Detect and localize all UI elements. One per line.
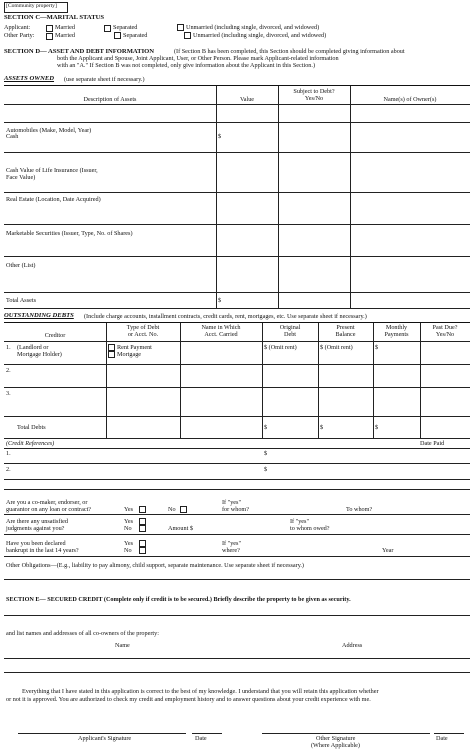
q2-line2: judgments against you? xyxy=(6,525,65,532)
assets-col-divider xyxy=(350,86,351,309)
assets-row-rule xyxy=(4,152,470,153)
q3-rule xyxy=(4,556,470,557)
q3-line1: Have you been declared xyxy=(6,540,66,547)
assets-col-value: Value xyxy=(239,96,255,103)
other-signature-label: Other Signature xyxy=(316,735,356,742)
applicant-date-line[interactable] xyxy=(192,733,222,734)
section-e-rule xyxy=(4,658,470,659)
q1-line2: guarantor on any loan or contract? xyxy=(6,506,92,513)
assets-row-rule xyxy=(4,122,470,123)
q3-year: Year xyxy=(382,547,394,554)
other-signature-line[interactable] xyxy=(262,733,430,734)
credit-ref-2-dollar: $ xyxy=(264,466,268,473)
assets-col-subject-yesno: Yes/No xyxy=(304,95,324,102)
q2-no-checkbox[interactable] xyxy=(139,525,146,532)
assets-bottom-rule xyxy=(4,308,470,309)
assets-top-rule xyxy=(4,85,470,86)
assets-cash-dollar: $ xyxy=(218,133,222,140)
debts-row1-landlord: (Landlord or xyxy=(17,344,49,351)
section-e-list-owners: and list names and addresses of all co-owners of the property: xyxy=(6,630,159,637)
debts-row1-present-omit: $ (Omit rent) xyxy=(320,344,353,351)
credit-ref-2: 2. xyxy=(6,466,11,473)
debts-row-rule xyxy=(4,416,470,417)
section-d-line1: (If Section B has been completed, this Section should be completed giving information about xyxy=(174,48,405,55)
assets-total-dollar: $ xyxy=(218,297,222,304)
applicant-unmarried-checkbox[interactable] xyxy=(177,24,184,31)
q1-yes-checkbox[interactable] xyxy=(139,506,146,513)
applicant-unmarried-label: Unmarried (including single, divorced, and widowed) xyxy=(186,24,320,31)
q1-to-whom: To whom? xyxy=(346,506,373,513)
debts-col-pastdue-2: Yes/No xyxy=(435,331,455,338)
debts-bottom-rule xyxy=(4,438,470,439)
debts-row-rule xyxy=(4,364,470,365)
section-d-line3: with an "A." If Section B was not completed, only give information about the Applicant in this Section.) xyxy=(57,62,316,69)
q1-line1: Are you a co-maker, endorser, or xyxy=(6,499,88,506)
other-separated-checkbox[interactable] xyxy=(114,32,121,39)
other-separated-label: Separated xyxy=(123,32,148,39)
assets-real-estate: Real Estate (Location, Date Acquired) xyxy=(6,196,101,203)
assets-row-rule xyxy=(4,192,470,193)
section-e-rule xyxy=(4,615,470,616)
debts-heading: OUTSTANDING DEBTS xyxy=(4,312,74,319)
assets-row-rule xyxy=(4,256,470,257)
section-e-address-label: Address xyxy=(342,642,363,649)
applicant-signature-line[interactable] xyxy=(18,733,186,734)
other-unmarried-label: Unmarried (including single, divorced, and widowed) xyxy=(193,32,327,39)
section-c-title: SECTION C—MARITAL STATUS xyxy=(4,14,105,21)
other-obligations-rule xyxy=(4,579,470,580)
debts-col-present: Present xyxy=(336,324,355,331)
debts-col-name-2: Acct. Carried xyxy=(204,331,238,338)
other-married-checkbox[interactable] xyxy=(46,33,53,40)
debts-col-monthly: Monthly xyxy=(385,324,408,331)
other-married-label: Married xyxy=(55,32,75,39)
section-d-line2: both the Applicant and Spouse, Joint Applicant, User, or Other Person. Please mark Applicant-related information xyxy=(57,55,339,62)
section-e-name-label: Name xyxy=(115,642,130,649)
q3-yes-label: Yes xyxy=(124,540,134,547)
credit-refs-rule xyxy=(4,448,470,449)
assets-life-insurance: Cash Value of Life Insurance (Issuer, xyxy=(6,167,98,174)
q2-amount: Amount $ xyxy=(168,525,193,532)
date-paid-label: Date Paid xyxy=(420,440,445,447)
q3-if-yes: If "yes" xyxy=(222,540,241,547)
debts-row1-monthly-dollar: $ xyxy=(375,344,379,351)
section-e-title: SECTION E— SECURED CREDIT (Complete only if credit is to be secured.) Briefly describe the property to be given as security. xyxy=(6,596,351,603)
other-obligations: Other Obligations—(E.g., liability to pay alimony, child support, separate maintenance. Use separate sheet if necessary.) xyxy=(6,562,304,569)
q1-yes-label: Yes xyxy=(124,506,134,513)
debts-col-original: Original xyxy=(279,324,301,331)
assets-col-desc: Description of Assets xyxy=(83,96,137,103)
debts-col-pastdue: Past Due? xyxy=(432,324,458,331)
debts-col-creditor: Creditor xyxy=(44,332,66,339)
assets-heading-note: (use separate sheet if necessary.) xyxy=(64,76,145,83)
debts-col-monthly-2: Payments xyxy=(384,331,409,338)
q2-no-label: No xyxy=(124,525,132,532)
q2-if-yes: If "yes" xyxy=(290,518,309,525)
header-tag: [Community property] xyxy=(6,3,57,9)
q1-no-label: No xyxy=(168,506,176,513)
q2-yes-checkbox[interactable] xyxy=(139,518,146,525)
assets-auto: Automobiles (Make, Model, Year) xyxy=(6,127,92,134)
assets-securities: Marketable Securities (Issuer, Type, No. of Shares) xyxy=(6,230,133,237)
assets-row-rule xyxy=(4,224,470,225)
assets-col-divider xyxy=(278,86,279,309)
applicant-label: Applicant: xyxy=(4,24,31,31)
rent-payment-checkbox[interactable] xyxy=(108,344,115,351)
applicant-married-label: Married xyxy=(55,24,75,31)
applicant-separated-label: Separated xyxy=(113,24,138,31)
debts-top-rule xyxy=(4,322,470,323)
debts-row1-mortgage-holder: Mortgage Holder) xyxy=(17,351,62,358)
assets-col-owners: Name(s) of Owner(s) xyxy=(383,96,437,103)
q3-no-label: No xyxy=(124,547,132,554)
assets-header-rule xyxy=(4,104,470,105)
assets-row-rule xyxy=(4,292,470,293)
q2-to-whom-owed: to whom owed? xyxy=(290,525,330,532)
debts-col-type: Type of Debt xyxy=(126,324,160,331)
debts-header-rule xyxy=(4,341,470,342)
credit-references-label: (Credit References) xyxy=(6,440,55,447)
debts-col-name: Name in Which xyxy=(201,324,241,331)
assets-heading: ASSETS OWNED xyxy=(4,75,55,82)
certification-line2: or not it is approved. You are authorized to check my credit and employment history and to answer questions about your credit experience with me. xyxy=(6,696,371,703)
debts-row2-num: 2. xyxy=(6,367,11,374)
credit-ref-rule xyxy=(4,463,470,464)
debts-row1-num: 1. xyxy=(6,344,11,351)
debts-row-rule xyxy=(4,387,470,388)
q2-yes-label: Yes xyxy=(124,518,134,525)
mortgage-checkbox[interactable] xyxy=(108,351,115,358)
credit-ref-rule xyxy=(4,479,470,480)
debts-total-original-dollar: $ xyxy=(264,424,268,431)
applicant-married-checkbox[interactable] xyxy=(46,25,53,32)
debts-col-original-2: Debt xyxy=(283,331,297,338)
certification-line1: Everything that I have stated in this application is correct to the best of my knowledge. I understand that you will retain this application whether xyxy=(22,688,379,695)
q3-no-checkbox[interactable] xyxy=(139,547,146,554)
q1-if-yes: If "yes" xyxy=(222,499,241,506)
debts-heading-note: (Include charge accounts, installment contracts, credit cards, rent, mortgages, etc. Use separate sheet if necessary.) xyxy=(84,313,367,320)
other-unmarried-checkbox[interactable] xyxy=(184,32,191,39)
q3-yes-checkbox[interactable] xyxy=(139,540,146,547)
rent-payment-label: Rent Payment xyxy=(117,344,152,351)
assets-cash: Cash xyxy=(6,133,19,140)
debts-total-present-dollar: $ xyxy=(320,424,324,431)
q1-no-checkbox[interactable] xyxy=(180,506,187,513)
assets-col-divider xyxy=(216,86,217,309)
q1-for-whom: for whom? xyxy=(222,506,249,513)
assets-col-subject: Subject to Debt? xyxy=(293,88,335,95)
debts-total-monthly-dollar: $ xyxy=(375,424,379,431)
assets-total: Total Assets xyxy=(6,297,36,304)
section-d-title: SECTION D— ASSET AND DEBT INFORMATION xyxy=(4,48,155,55)
section-e-rule xyxy=(4,672,470,673)
debts-total: Total Debts xyxy=(17,424,46,431)
debts-col-present-2: Balance xyxy=(335,331,356,338)
applicant-separated-checkbox[interactable] xyxy=(104,25,111,32)
other-date-line[interactable] xyxy=(434,733,464,734)
other-signature-where: (Where Applicable) xyxy=(311,742,360,749)
other-date-label: Date xyxy=(436,735,448,742)
mortgage-label: Mortgage xyxy=(117,351,142,358)
q3-line2: bankrupt in the last 14 years? xyxy=(6,547,79,554)
q2-rule xyxy=(4,534,470,535)
assets-life-insurance-2: Face Value) xyxy=(6,174,36,181)
other-party-label: Other Party: xyxy=(4,32,35,39)
q1-rule xyxy=(4,514,470,515)
debts-row3-num: 3. xyxy=(6,390,11,397)
questions-top-rule xyxy=(4,489,470,490)
applicant-date-label: Date xyxy=(195,735,207,742)
q2-line1: Are there any unsatisfied xyxy=(6,518,69,525)
assets-other: Other (List) xyxy=(6,262,36,269)
debts-col-type-2: or Acct. No. xyxy=(127,331,159,338)
q3-where: where? xyxy=(222,547,240,554)
applicant-signature-label: Applicant's Signature xyxy=(78,735,132,742)
credit-ref-1-dollar: $ xyxy=(264,450,268,457)
debts-row1-original-omit: $ (Omit rent) xyxy=(264,344,297,351)
credit-ref-1: 1. xyxy=(6,450,11,457)
